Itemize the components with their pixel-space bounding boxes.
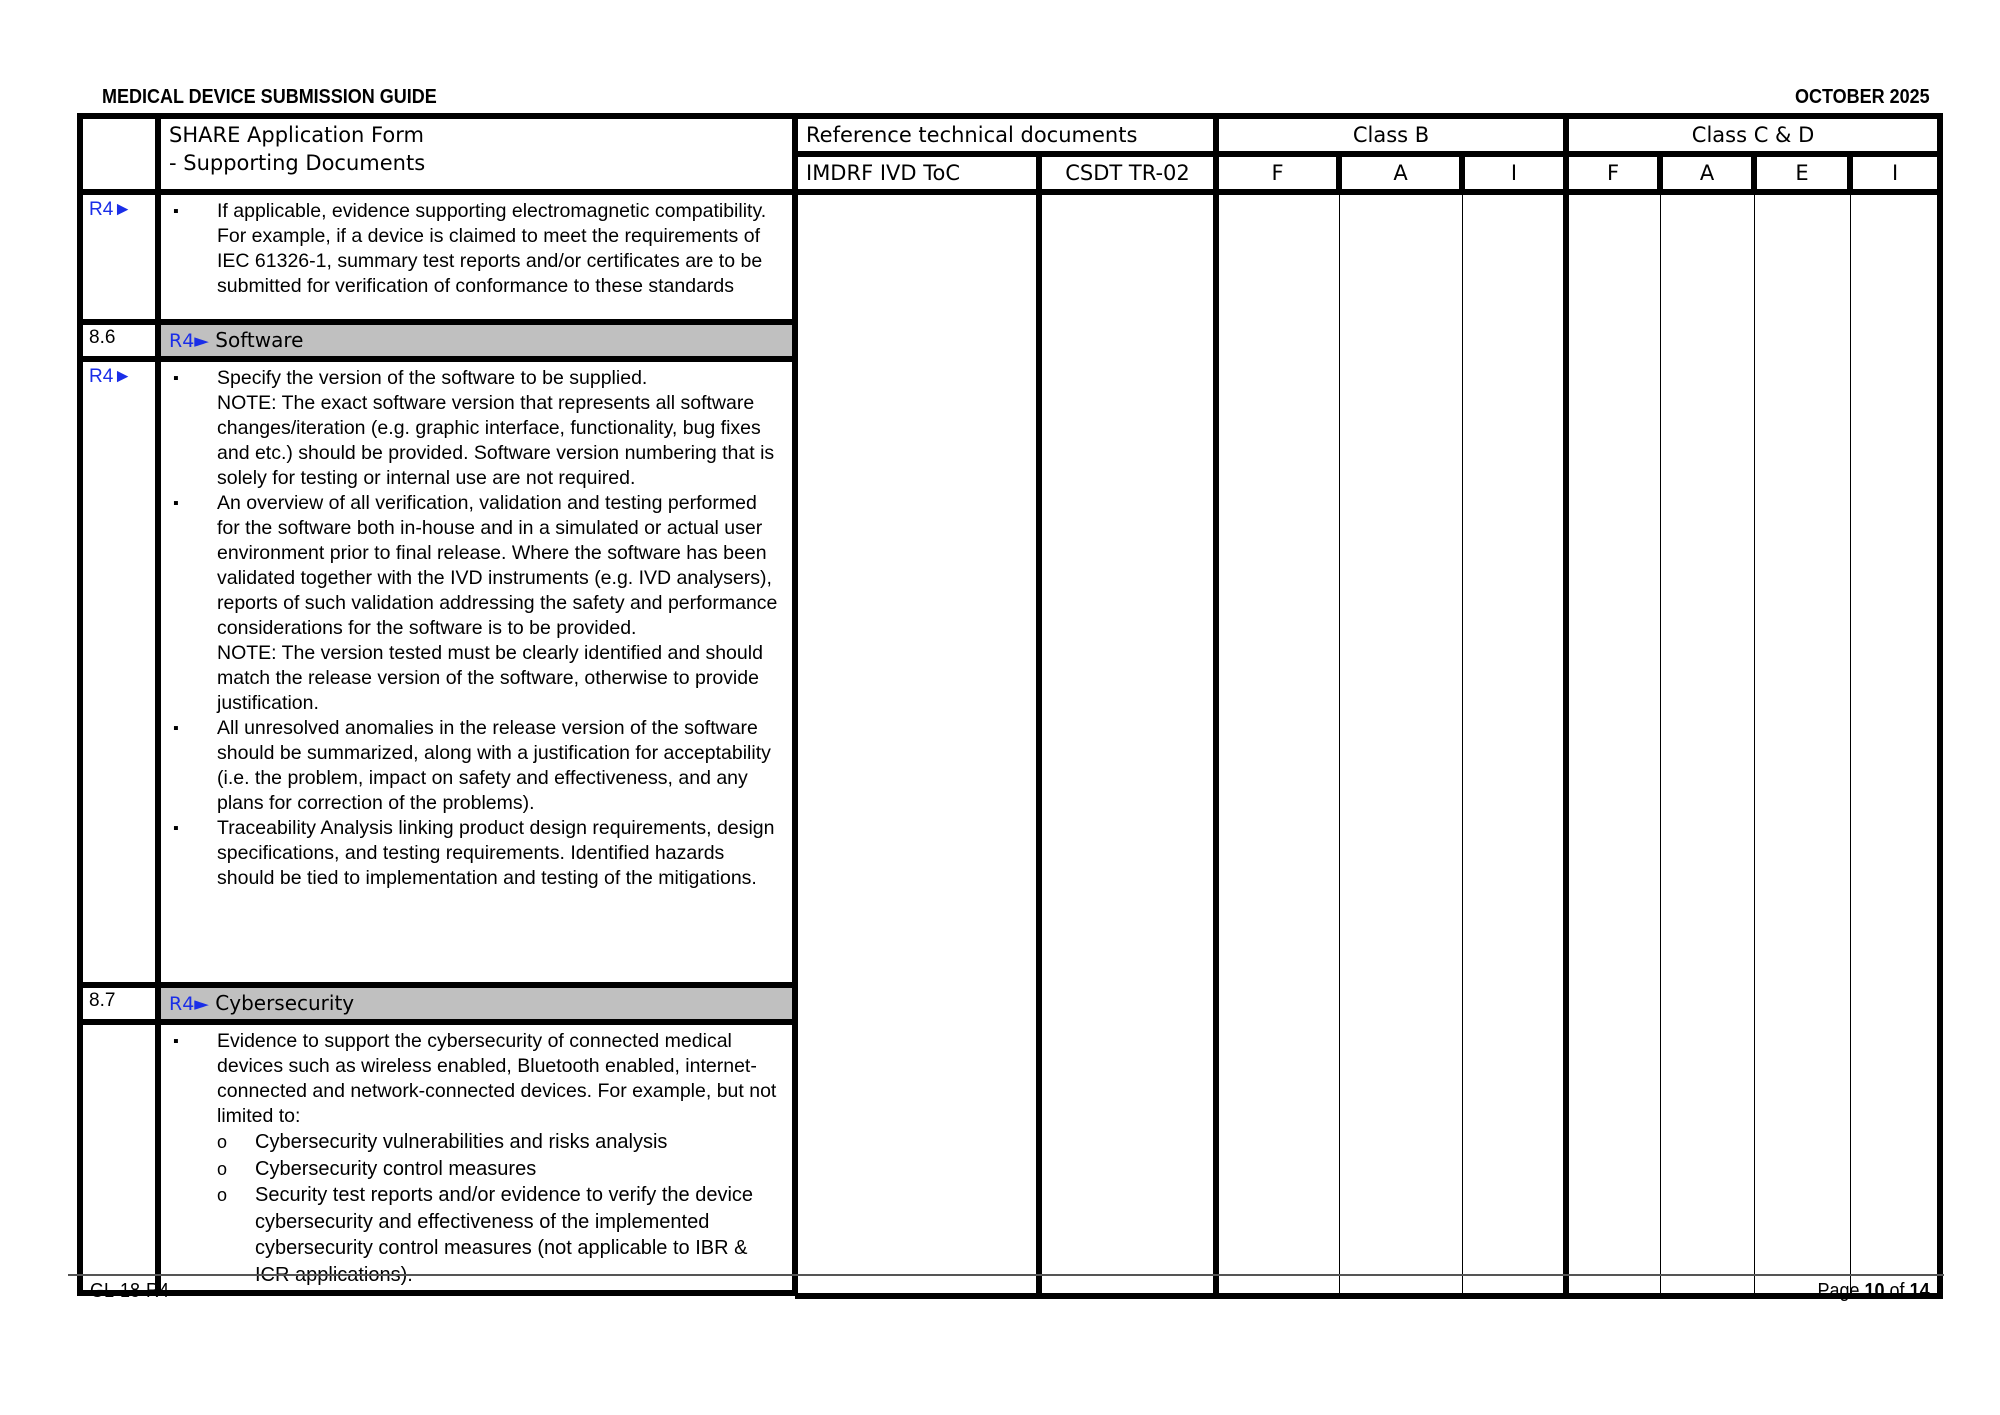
imdrf-column-cell bbox=[795, 192, 1039, 1296]
form-title-line1: SHARE Application Form bbox=[169, 123, 424, 147]
submission-table bbox=[77, 113, 1943, 1299]
cyber-content bbox=[158, 1022, 795, 1293]
section-number: 8.6 bbox=[80, 322, 158, 359]
cyber-bullet: ▪ Evidence to support the cybersecurity of connected medical devices such as wireless enabled, Bluetooth enabled, internet-connected and network-connected devices. For example, but not limited to: bbox=[169, 1029, 780, 1129]
csdt-header: CSDT TR-02 bbox=[1039, 154, 1216, 192]
cyber-sub-item: o Cybersecurity vulnerabilities and risks analysis bbox=[169, 1129, 780, 1156]
software-bullet bbox=[169, 366, 780, 491]
section-title: Software bbox=[215, 328, 304, 352]
bullet-note: NOTE: The version tested must be clearly identified and should match the release version of the software, otherwise to provide justification. bbox=[217, 642, 763, 714]
class-cd-i-cell bbox=[1850, 192, 1940, 1296]
footer-rule bbox=[68, 1274, 1944, 1276]
current-page: 10 bbox=[1864, 1280, 1885, 1302]
class-cd-i-header: I bbox=[1850, 154, 1940, 192]
page-word: Page bbox=[1817, 1280, 1860, 1302]
cyber-sub-item: o Cybersecurity control measures bbox=[169, 1156, 780, 1183]
emc-bullet: ▪ If applicable, evidence supporting electromagnetic compatibility. For example, if a device is claimed to meet the requirements of IEC 61326-1, summary test reports and/or certificates are to be submitted for verification of conformance to these standards bbox=[169, 199, 780, 299]
software-bullet bbox=[169, 491, 780, 716]
software-bullet: ▪ Traceability Analysis linking product design requirements, design specifications, and testing requirements. Identified hazards should be tied to implementation and testing of the mitigations. bbox=[169, 816, 780, 891]
revision-tag: R4► bbox=[169, 330, 209, 352]
ref-docs-header: Reference technical documents bbox=[795, 116, 1216, 154]
imdrf-header: IMDRF IVD ToC bbox=[795, 154, 1039, 192]
class-b-f-header: F bbox=[1216, 154, 1339, 192]
class-b-f-cell bbox=[1216, 192, 1339, 1296]
page-number bbox=[1818, 1280, 1930, 1303]
form-title-cell bbox=[158, 116, 795, 192]
class-cd-a-cell bbox=[1660, 192, 1754, 1296]
class-b-a-cell bbox=[1339, 192, 1462, 1296]
emc-content bbox=[158, 192, 795, 322]
software-bullet: ▪ All unresolved anomalies in the release version of the software should be summarized, along with a justification for acceptability (i.e. the problem, impact on safety and effectiveness, and any plans for correction of the problems). bbox=[169, 716, 780, 816]
bullet-text: Specify the version of the software to be supplied. bbox=[217, 367, 648, 389]
document-title: MEDICAL DEVICE SUBMISSION GUIDE bbox=[102, 86, 437, 108]
section-heading-cybersecurity bbox=[158, 985, 795, 1022]
bullet-note: NOTE: The exact software version that represents all software changes/iteration (e.g. graphic interface, functionality, bug fixes and etc.) should be provided. Software version numbering that is solely for testing or internal use are not required. bbox=[217, 392, 775, 489]
class-b-a-header: A bbox=[1339, 154, 1462, 192]
class-cd-header: Class C & D bbox=[1566, 116, 1940, 154]
class-cd-f-cell bbox=[1566, 192, 1660, 1296]
cyber-bullet-list bbox=[169, 1029, 780, 1129]
bullet-text: An overview of all verification, validation and testing performed for the software both in-house and in a simulated or actual user environment prior to final release. Where the software has been validated together with the IVD instruments (e.g. IVD analysers), reports of such validation addressing the safety and performance considerations for the software is to be provided. bbox=[217, 492, 778, 639]
document-id: GL-18-R4 bbox=[90, 1280, 170, 1302]
cyber-num-cell bbox=[80, 1022, 158, 1293]
class-b-i-header: I bbox=[1462, 154, 1566, 192]
cyber-sub-item: o Security test reports and/or evidence to verify the device cybersecurity and effectiveness of the implemented cybersecurity control measures (not applicable to IBR & ICR applications). bbox=[169, 1182, 780, 1288]
revision-tag: R4► bbox=[169, 993, 209, 1015]
section-number: 8.7 bbox=[80, 985, 158, 1022]
document-date: OCTOBER 2025 bbox=[1795, 86, 1930, 108]
software-content bbox=[158, 359, 795, 985]
class-b-header: Class B bbox=[1216, 116, 1566, 154]
revision-tag: R4► bbox=[89, 366, 133, 387]
section-title: Cybersecurity bbox=[215, 991, 355, 1015]
emc-num-cell bbox=[80, 192, 158, 322]
form-title-line2: - Supporting Documents bbox=[169, 151, 426, 175]
class-cd-f-header: F bbox=[1566, 154, 1660, 192]
class-b-i-cell bbox=[1462, 192, 1566, 1296]
revision-tag: R4► bbox=[89, 199, 133, 220]
class-cd-a-header: A bbox=[1660, 154, 1754, 192]
emc-bullet-list bbox=[169, 199, 780, 299]
software-num-cell bbox=[80, 359, 158, 985]
software-bullet-list bbox=[169, 366, 780, 891]
header-num-cell bbox=[80, 116, 158, 192]
section-heading-software bbox=[158, 322, 795, 359]
class-cd-e-header: E bbox=[1754, 154, 1850, 192]
total-pages: 14 bbox=[1909, 1280, 1930, 1302]
cyber-sub-list bbox=[169, 1129, 780, 1288]
class-cd-e-cell bbox=[1754, 192, 1850, 1296]
csdt-column-cell bbox=[1039, 192, 1216, 1296]
of-word: of bbox=[1889, 1280, 1905, 1302]
